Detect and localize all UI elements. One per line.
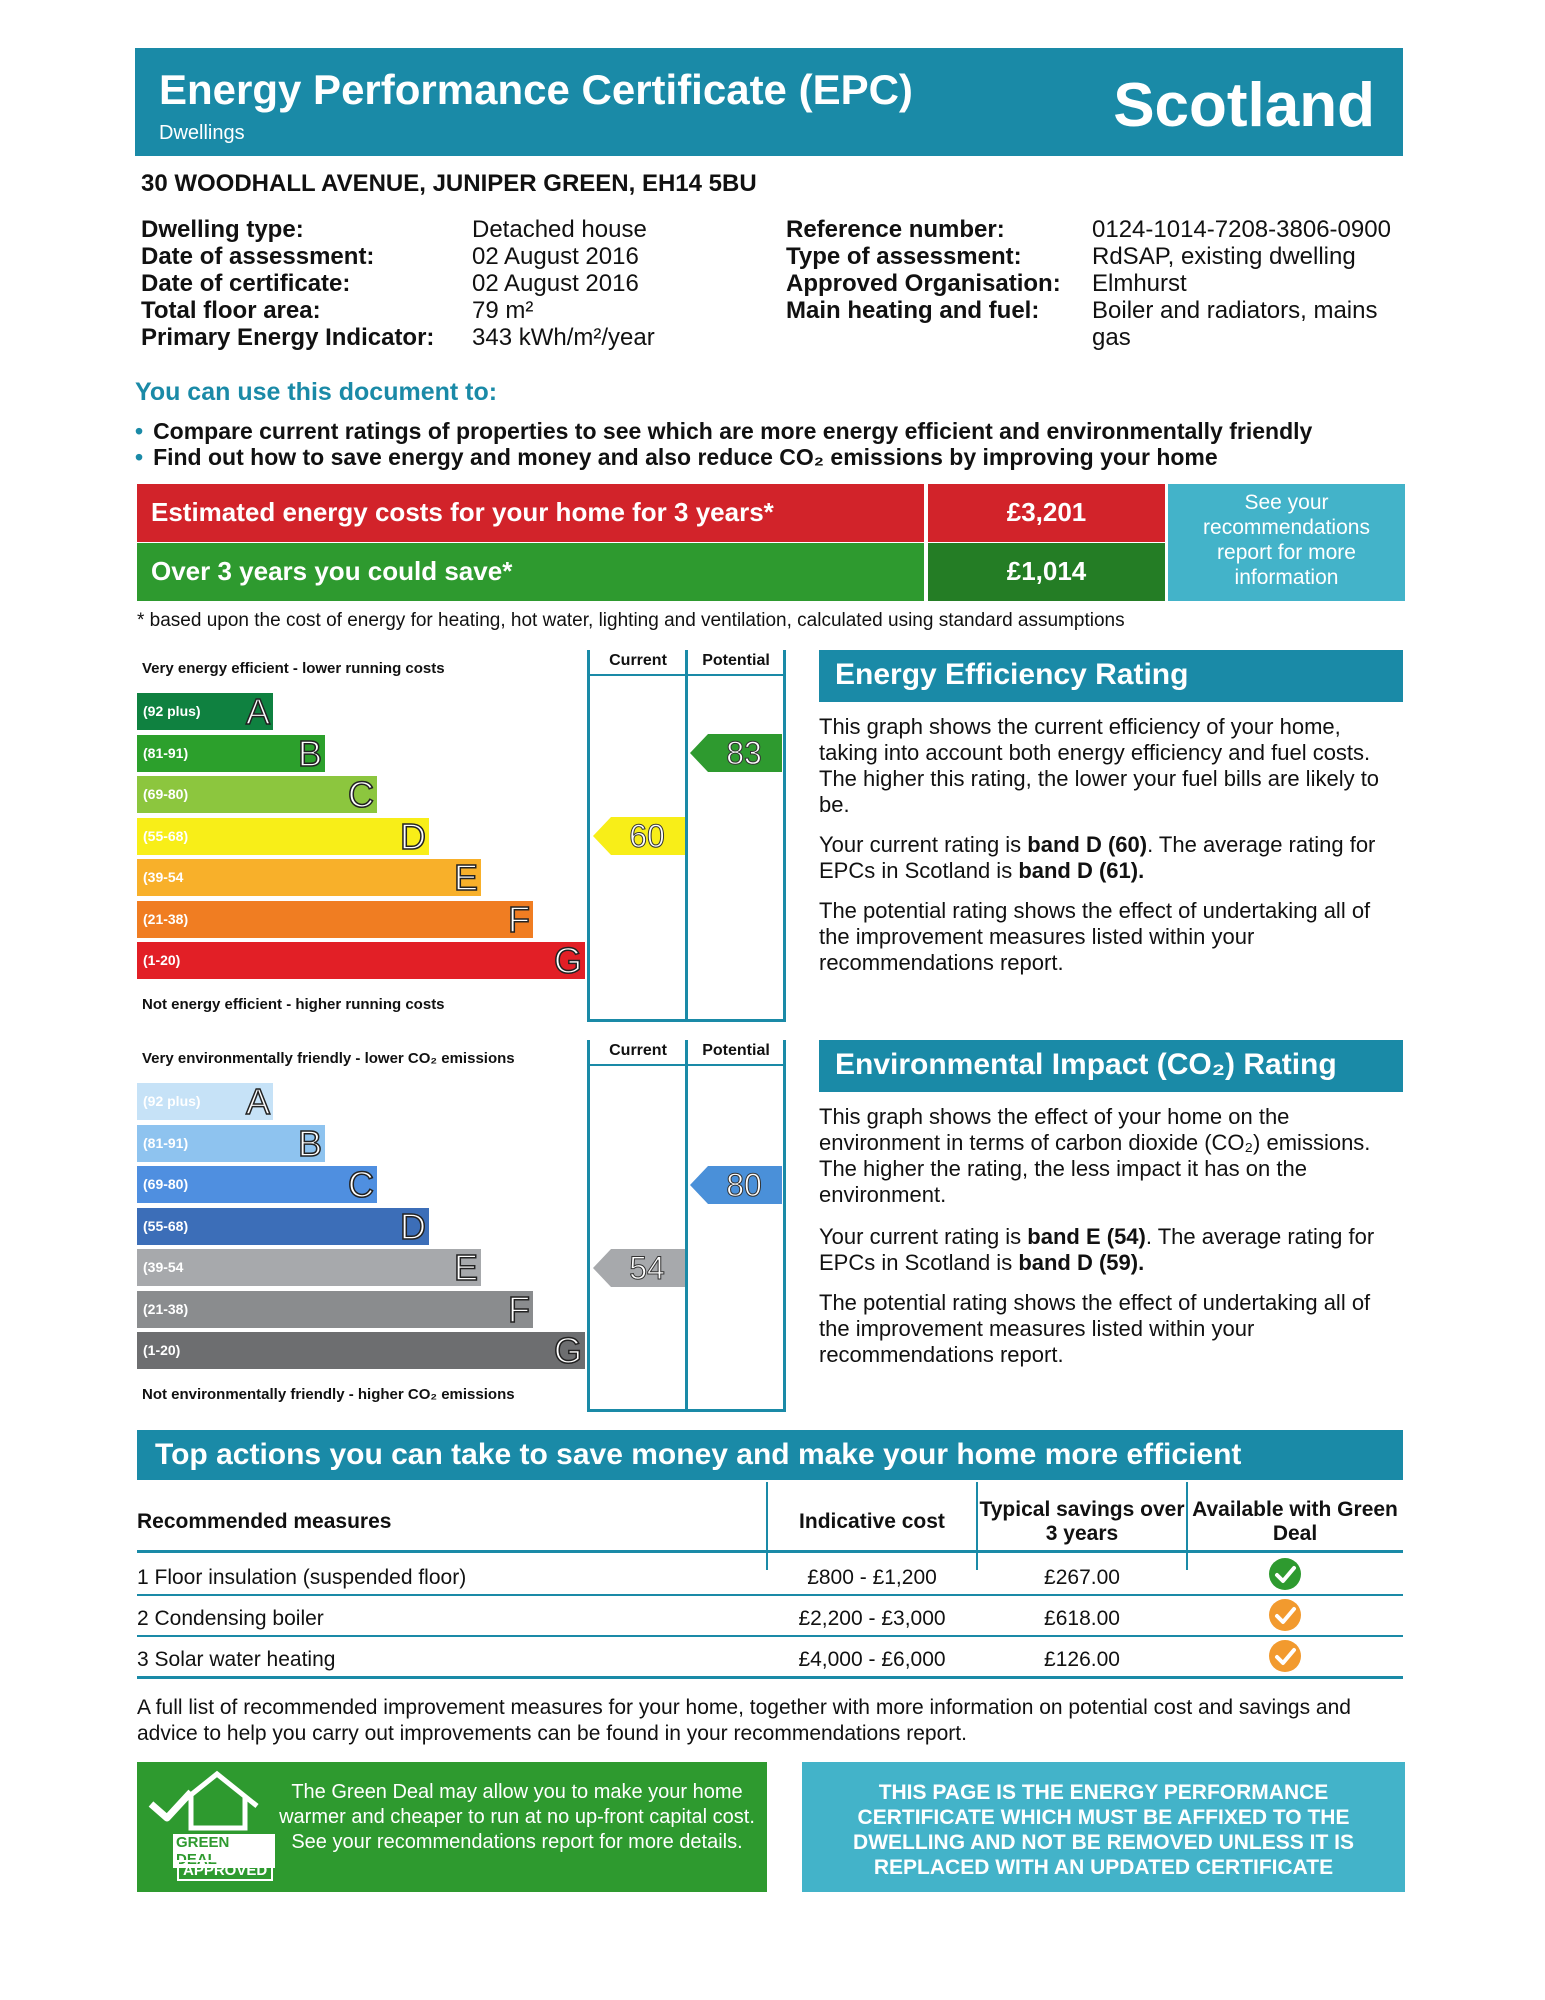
- band-letter: B: [297, 1122, 322, 1164]
- chart-bottom-caption: Not environmentally friendly - higher CO₂ emissions: [142, 1386, 515, 1403]
- rating-band-b: [137, 732, 325, 774]
- measure-name: 2 Condensing boiler: [137, 1607, 324, 1630]
- chart-frame: [783, 1040, 786, 1412]
- band-letter: G: [553, 940, 582, 981]
- rating-band: band E (54): [1027, 1224, 1146, 1249]
- table-rule: [137, 1594, 1403, 1596]
- band-range: (21-38): [143, 1300, 189, 1317]
- measure-name: 1 Floor insulation (suspended floor): [137, 1566, 467, 1589]
- green-deal-logo: [137, 1762, 275, 1892]
- band-letter: C: [348, 774, 374, 815]
- potential-column: [685, 1040, 784, 1412]
- band-letter: C: [348, 1164, 374, 1205]
- table-divider: [1186, 1482, 1188, 1570]
- environment-current-rating: [819, 1224, 1399, 1276]
- rating-text: . The average rating for EPCs in Scotland is: [819, 1224, 1375, 1275]
- rating-band-g: [137, 1332, 585, 1369]
- rating-text: Your current rating is: [819, 832, 1028, 857]
- band-range: (39-54: [143, 1259, 184, 1275]
- environment-heading: Environmental Impact (CO₂) Rating: [819, 1040, 1403, 1092]
- band-letter: B: [297, 732, 322, 774]
- full-list-note: A full list of recommended improvement measures for your home, together with more information on potential cost and savings and advice to help you carry out improvements can be found in your recommendations report.: [137, 1696, 1351, 1745]
- band-range: (21-38): [143, 910, 189, 927]
- band-range: (92 plus): [143, 1093, 201, 1109]
- check-icon: [1269, 1599, 1301, 1631]
- energy-cost-label: Estimated energy costs for your home for 3 years*: [137, 484, 924, 542]
- greendeal-column-header: Available with Green Deal: [1192, 1498, 1398, 1545]
- certificate-subtitle: Dwellings: [159, 122, 245, 144]
- chart-frame: [587, 1409, 786, 1412]
- efficiency-description: This graph shows the current efficiency of your home, taking into account both energy efficiency and fuel costs. The higher this rating, the lower your fuel bills are likely to be.: [819, 714, 1380, 817]
- rating-band-d: [137, 815, 429, 857]
- band-range: (69-80): [143, 786, 189, 802]
- potential-rating-arrow-value: 80: [726, 1166, 762, 1203]
- property-address: 30 WOODHALL AVENUE, JUNIPER GREEN, EH14 5BU: [141, 170, 757, 197]
- heating-label: Main heating and fuel:: [786, 297, 1040, 324]
- potential-column-label: Potential: [702, 1042, 770, 1059]
- rating-band: band D (60): [1027, 832, 1148, 857]
- measure-name: 3 Solar water heating: [137, 1648, 336, 1671]
- band-letter: A: [245, 1081, 270, 1122]
- band-letter: F: [508, 898, 530, 940]
- rating-band-f: [137, 898, 533, 940]
- chart-frame: [587, 674, 786, 676]
- use-document-heading: You can use this document to:: [135, 378, 498, 406]
- energy-cost-value: £3,201: [928, 484, 1165, 542]
- rating-text: . The average rating for EPCs in Scotland is: [819, 832, 1376, 883]
- band-range: (1-20): [143, 952, 181, 968]
- band-range: (1-20): [143, 1342, 181, 1358]
- measure-cost: £800 - £1,200: [807, 1566, 937, 1589]
- rating-band-c: [137, 1166, 377, 1203]
- measure-savings: £267.00: [1044, 1566, 1120, 1589]
- current-column-label: Current: [609, 1042, 667, 1059]
- band-letter: D: [400, 815, 426, 857]
- assessment-type-value: RdSAP, existing dwelling: [1092, 243, 1356, 270]
- potential-rating-arrow: [690, 1166, 782, 1204]
- band-range: (55-68): [143, 827, 189, 844]
- rating-text: Your current rating is: [819, 1224, 1028, 1249]
- measures-column-header: Recommended measures: [137, 1510, 392, 1533]
- heating-value: Boiler and radiators, mains: [1092, 297, 1378, 324]
- efficiency-heading: Energy Efficiency Rating: [819, 650, 1403, 702]
- green-deal-text: The Green Deal may allow you to make your home warmer and cheaper to run at no up-front capital cost. See your recommendations report for more details.: [279, 1781, 755, 1853]
- rating-band-b: [137, 1122, 325, 1164]
- average-band: band D (61).: [1018, 858, 1145, 883]
- organisation-value: Elmhurst: [1092, 270, 1187, 297]
- green-deal-logo-text: APPROVED: [177, 1860, 273, 1881]
- band-range: (92 plus): [143, 703, 201, 719]
- dwelling-type-label: Dwelling type:: [141, 216, 304, 243]
- energy-indicator-value: 343 kWh/m²/year: [472, 324, 655, 351]
- band-letter: E: [453, 1247, 478, 1288]
- measure-cost: £4,000 - £6,000: [798, 1648, 946, 1671]
- chart-frame: [587, 1064, 786, 1066]
- floor-area-value: 79 m²: [472, 297, 534, 324]
- use-bullet: • Compare current ratings of properties to see which are more energy efficient and environmentally friendly: [135, 418, 1313, 444]
- reference-label: Reference number:: [786, 216, 1005, 243]
- savings-label: Over 3 years you could save*: [137, 543, 924, 601]
- use-bullet: • Find out how to save energy and money and also reduce CO₂ emissions by improving your home: [135, 444, 1218, 470]
- chart-bottom-caption: Not energy efficient - higher running costs: [142, 996, 445, 1013]
- green-deal-logo-text: GREEN DEAL: [173, 1834, 275, 1868]
- assessment-type-label: Type of assessment:: [786, 243, 1022, 270]
- average-band: band D (59).: [1018, 1250, 1145, 1275]
- rating-band-d: [137, 1205, 429, 1247]
- potential-rating-arrow-value: 83: [726, 735, 762, 771]
- certificate-date-label: Date of certificate:: [141, 270, 351, 297]
- table-rule: [137, 1550, 1403, 1553]
- current-rating-arrow: [593, 817, 685, 855]
- savings-column-header: Typical savings over 3 years: [979, 1498, 1185, 1545]
- epc-header: [135, 48, 1403, 156]
- band-letter: D: [400, 1205, 426, 1247]
- band-range: (81-91): [143, 744, 189, 761]
- band-range: (81-91): [143, 1134, 189, 1151]
- assessment-date-label: Date of assessment:: [141, 243, 375, 270]
- green-deal-box: [137, 1762, 767, 1892]
- dwelling-type-value: Detached house: [472, 216, 647, 243]
- energy-efficiency-chart: [137, 650, 787, 1022]
- assessment-date-value: 02 August 2016: [472, 243, 639, 270]
- rating-band-c: [137, 776, 377, 813]
- savings-value: £1,014: [928, 543, 1165, 601]
- current-column-label: Current: [609, 652, 667, 669]
- check-icon: [1269, 1640, 1301, 1672]
- certificate-title: Energy Performance Certificate (EPC): [159, 66, 913, 113]
- chart-top-caption: Very environmentally friendly - lower CO₂ emissions: [142, 1050, 515, 1067]
- affix-notice: THIS PAGE IS THE ENERGY PERFORMANCE CERTIFICATE WHICH MUST BE AFFIXED TO THE DWELLING AND NOT BE REMOVED UNLESS IT IS REPLACED WITH AN UPDATED CERTIFICATE: [802, 1762, 1405, 1892]
- house-check-icon: [137, 1762, 275, 1842]
- rating-band-a: [137, 693, 273, 730]
- band-range: (39-54: [143, 869, 184, 885]
- chart-frame: [783, 650, 786, 1022]
- chart-frame: [587, 1019, 786, 1022]
- heating-value-cont: gas: [1092, 324, 1131, 351]
- rating-band-a: [137, 1083, 273, 1120]
- cost-footnote: * based upon the cost of energy for heating, hot water, lighting and ventilation, calculated using standard assumptions: [137, 610, 1125, 631]
- current-rating-arrow-value: 60: [629, 818, 665, 854]
- band-letter: A: [245, 691, 270, 732]
- potential-column-label: Potential: [702, 652, 770, 669]
- band-range: (69-80): [143, 1176, 189, 1192]
- recommendations-info-box: See your recommendations report for more information: [1168, 484, 1405, 601]
- efficiency-current-rating: [819, 832, 1399, 884]
- table-rule: [137, 1635, 1403, 1637]
- country-label: Scotland: [1113, 71, 1375, 140]
- check-icon: [1269, 1558, 1301, 1590]
- band-letter: G: [553, 1330, 582, 1371]
- environmental-impact-chart: [137, 1040, 787, 1412]
- use-bullet-text: Find out how to save energy and money and also reduce CO₂ emissions by improving your home: [153, 444, 1218, 470]
- environment-potential-note: The potential rating shows the effect of undertaking all of the improvement measures listed within your recommendations report.: [819, 1290, 1371, 1367]
- floor-area-label: Total floor area:: [141, 297, 321, 324]
- rating-band-g: [137, 942, 585, 979]
- current-rating-arrow-value: 54: [629, 1249, 665, 1286]
- measure-savings: £126.00: [1044, 1648, 1120, 1671]
- environment-description: This graph shows the effect of your home on the environment in terms of carbon dioxide (CO₂) emissions. The higher the rating, the less impact it has on the environment.: [819, 1104, 1371, 1207]
- measure-cost: £2,200 - £3,000: [798, 1607, 946, 1630]
- table-divider: [766, 1482, 768, 1570]
- energy-indicator-label: Primary Energy Indicator:: [141, 324, 435, 351]
- current-rating-arrow: [593, 1249, 685, 1287]
- efficiency-potential-note: The potential rating shows the effect of undertaking all of the improvement measures listed within your recommendations report.: [819, 898, 1371, 975]
- use-bullet-text: Compare current ratings of properties to see which are more energy efficient and environmentally friendly: [153, 418, 1313, 444]
- cost-column-header: Indicative cost: [799, 1510, 945, 1533]
- band-letter: E: [453, 857, 478, 898]
- potential-rating-arrow: [690, 734, 782, 772]
- chart-top-caption: Very energy efficient - lower running costs: [142, 660, 445, 677]
- reference-value: 0124-1014-7208-3806-0900: [1092, 216, 1391, 243]
- organisation-label: Approved Organisation:: [786, 270, 1061, 297]
- current-column: [587, 1040, 686, 1412]
- rating-band-f: [137, 1288, 533, 1330]
- table-rule: [137, 1676, 1403, 1679]
- band-letter: F: [508, 1288, 530, 1330]
- rating-band-e: [137, 1249, 481, 1286]
- table-divider: [976, 1482, 978, 1570]
- top-actions-heading: Top actions you can take to save money and make your home more efficient: [137, 1430, 1403, 1480]
- rating-band-e: [137, 859, 481, 896]
- potential-column: [685, 650, 784, 1022]
- measure-savings: £618.00: [1044, 1607, 1120, 1630]
- certificate-date-value: 02 August 2016: [472, 270, 639, 297]
- band-range: (55-68): [143, 1217, 189, 1234]
